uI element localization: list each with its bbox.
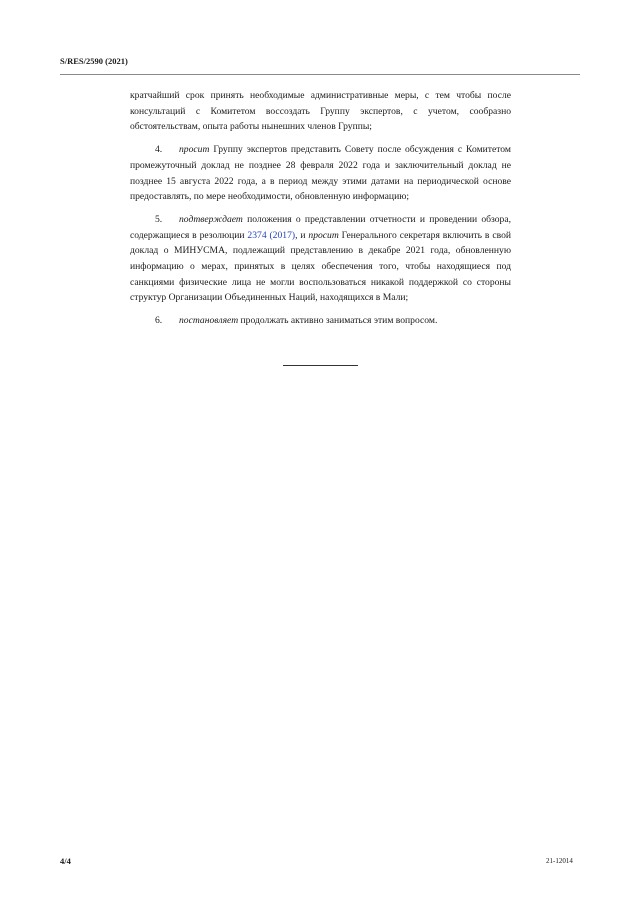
paragraph-text: , и bbox=[295, 229, 306, 241]
end-of-document-rule bbox=[283, 365, 358, 366]
document-symbol: S/RES/2590 (2021) bbox=[60, 56, 128, 66]
operative-verb: просит bbox=[179, 144, 210, 156]
paragraph-4 bbox=[130, 142, 511, 205]
paragraph-number: 5. bbox=[155, 213, 163, 225]
operative-verb: просит bbox=[308, 229, 339, 241]
paragraph-text: Генерального секретаря включить в свой доклад о МИНУСМА, подлежащий представлению в декабре 2021 года, обновленную информацию о мерах, принятых в целях обеспечения того, чтобы находящиеся под санкциями физические лица не могли воспользоваться никакой поддержкой со стороны структур Организации Объединенных Наций, находящихся в Мали; bbox=[130, 229, 511, 304]
document-number: 21-12014 bbox=[546, 857, 573, 865]
paragraph-6 bbox=[130, 313, 511, 329]
page-number: 4/4 bbox=[60, 856, 71, 866]
operative-verb: постановляет bbox=[179, 315, 239, 327]
paragraph-text: кратчайший срок принять необходимые административные меры, с тем чтобы после консультаций с Комитетом воссоздать Группу экспертов, с учетом, сообразно обстоятельствам, опыта работы нынешних членов Группы; bbox=[130, 90, 511, 133]
resolution-link[interactable]: 2374 (2017) bbox=[247, 229, 296, 241]
paragraph-text: продолжать активно заниматься этим вопросом. bbox=[240, 315, 438, 327]
paragraph-number: 6. bbox=[155, 315, 163, 327]
paragraph-5 bbox=[130, 212, 511, 306]
resolution-body bbox=[130, 88, 511, 336]
operative-verb: подтверждает bbox=[179, 213, 243, 225]
paragraph-continuation bbox=[130, 88, 511, 135]
header-divider bbox=[60, 74, 580, 75]
paragraph-number: 4. bbox=[155, 144, 163, 156]
paragraph-text: Группу экспертов представить Совету после обсуждения с Комитетом промежуточный доклад не позднее 28 февраля 2022 года и заключительный доклад не позднее 15 августа 2022 года, а в период между этими датами на периодической основе предоставлять, по мере необходимости, обновленную информацию; bbox=[130, 144, 511, 203]
paragraph-text: положения о представлении отчетности и проведении обзора, содержащиеся в резолюции bbox=[130, 213, 512, 241]
